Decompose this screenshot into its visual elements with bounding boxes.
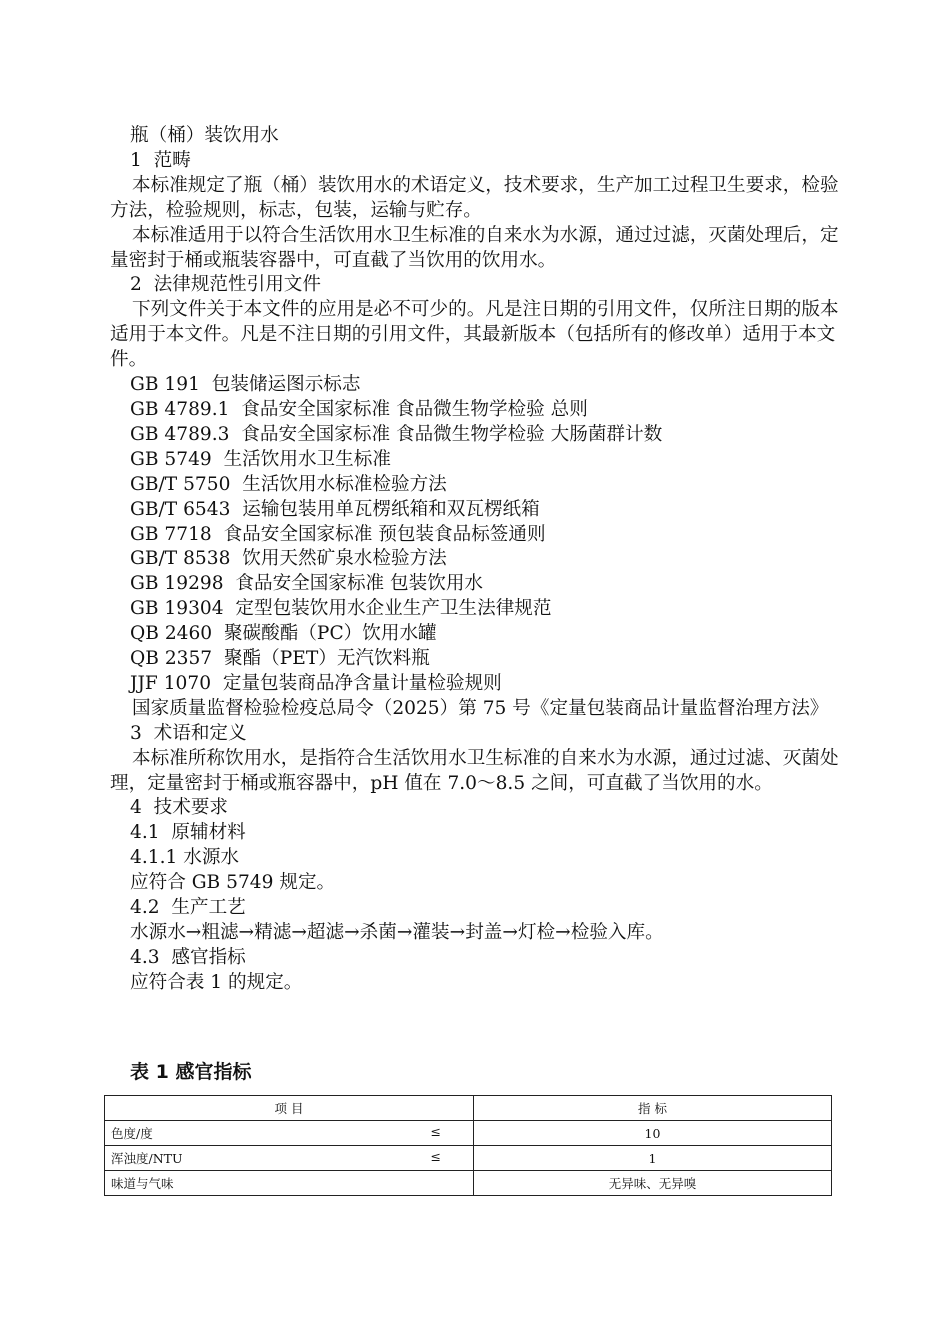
row-item-cell [105,1171,474,1196]
row-item-label: 色度/度 [111,1126,153,1141]
row-value: 无异味、无异嗅 [474,1171,832,1196]
paragraph-process-flow: 水源水→粗滤→精滤→超滤→杀菌→灌装→封盖→灯检→检验入库。 [130,922,664,943]
row-item-cell [105,1146,474,1171]
paragraph-decree-reference: 国家质量监督检验检疫总局令（2025）第 75 号《定量包装商品计量监督治理方法》 [132,697,829,719]
table-header-row [105,1096,832,1121]
reference-item: GB 191 包装储运图示标志 [130,374,361,396]
section-heading-4-2: 4.2 生产工艺 [130,897,246,919]
paragraph-water-source: 应符合 GB 5749 规定。 [130,872,336,894]
section-heading-1: 1 范畴 [130,149,191,171]
reference-item: GB 19304 定型包装饮用水企业生产卫生法律规范 [130,598,552,620]
reference-item: QB 2357 聚酯（PET）无汽饮料瓶 [130,648,430,670]
section-heading-4: 4 技术要求 [130,797,229,819]
row-item-symbol: ≤ [430,1149,441,1164]
section-heading-4-1-1: 4.1.1 水源水 [130,847,240,869]
table-row [105,1171,832,1196]
document-body [110,124,850,996]
reference-item: GB 5749 生活饮用水卫生标准 [130,448,391,470]
section-heading-4-3: 4.3 感官指标 [130,946,246,968]
reference-item: GB 4789.3 食品安全国家标准 食品微生物学检验 大肠菌群计数 [130,423,663,445]
paragraph-definition: 本标准所称饮用水，是指符合生活饮用水卫生标准的自来水为水源，通过过滤、灭菌处理，定量密封于桶或瓶容器中，pH 值在 7.0～8.5 之间，可直截了当饮用的水。 [110,747,839,794]
reference-item: GB 19298 食品安全国家标准 包装饮用水 [130,573,484,595]
table-row [105,1146,832,1171]
row-value: 1 [474,1146,832,1171]
row-item-symbol [441,1174,467,1192]
reference-item: GB/T 8538 饮用天然矿泉水检验方法 [130,548,447,570]
section-heading-2: 2 法律规范性引用文件 [130,274,321,296]
row-item-symbol: ≤ [430,1124,441,1139]
table-caption: 表 1 感官指标 [130,1061,252,1083]
row-item-cell [105,1121,474,1146]
paragraph-scope-1: 本标准规定了瓶（桶）装饮用水的术语定义，技术要求，生产加工过程卫生要求，检验方法，检验规则，标志，包装，运输与贮存。 [110,174,839,221]
paragraph-scope-2: 本标准适用于以符合生活饮用水卫生标准的自来水为水源，通过过滤，灭菌处理后，定量密封于桶或瓶装容器中，可直截了当饮用的饮用水。 [110,224,839,271]
row-item-label: 味道与气味 [111,1176,174,1191]
reference-item: GB/T 6543 运输包装用单瓦楞纸箱和双瓦楞纸箱 [130,498,540,520]
sensory-table [104,1095,832,1196]
paragraph-sensory-ref: 应符合表 1 的规定。 [130,971,303,993]
header-value: 指 标 [474,1096,832,1121]
row-item-label: 浑浊度/NTU [111,1151,183,1166]
reference-item: GB 4789.1 食品安全国家标准 食品微生物学检验 总则 [130,398,588,420]
document-title: 瓶（桶）装饮用水 [130,125,279,146]
header-item: 项 目 [105,1096,474,1121]
reference-item: QB 2460 聚碳酸酯（PC）饮用水罐 [130,623,437,645]
reference-list [110,373,850,697]
reference-item: JJF 1070 定量包装商品净含量计量检验规则 [130,672,502,694]
reference-item: GB 7718 食品安全国家标准 预包装食品标签通则 [130,523,546,545]
paragraph-references-intro: 下列文件关于本文件的应用是必不可少的。凡是注日期的引用文件，仅所注日期的版本适用于本文件。凡是不注日期的引用文件，其最新版本（包括所有的修改单）适用于本文件。 [110,299,839,371]
section-heading-4-1: 4.1 原辅材料 [130,822,246,844]
table-row [105,1121,832,1146]
section-heading-3: 3 术语和定义 [130,722,247,744]
reference-item: GB/T 5750 生活饮用水标准检验方法 [130,473,447,495]
row-value: 10 [474,1121,832,1146]
